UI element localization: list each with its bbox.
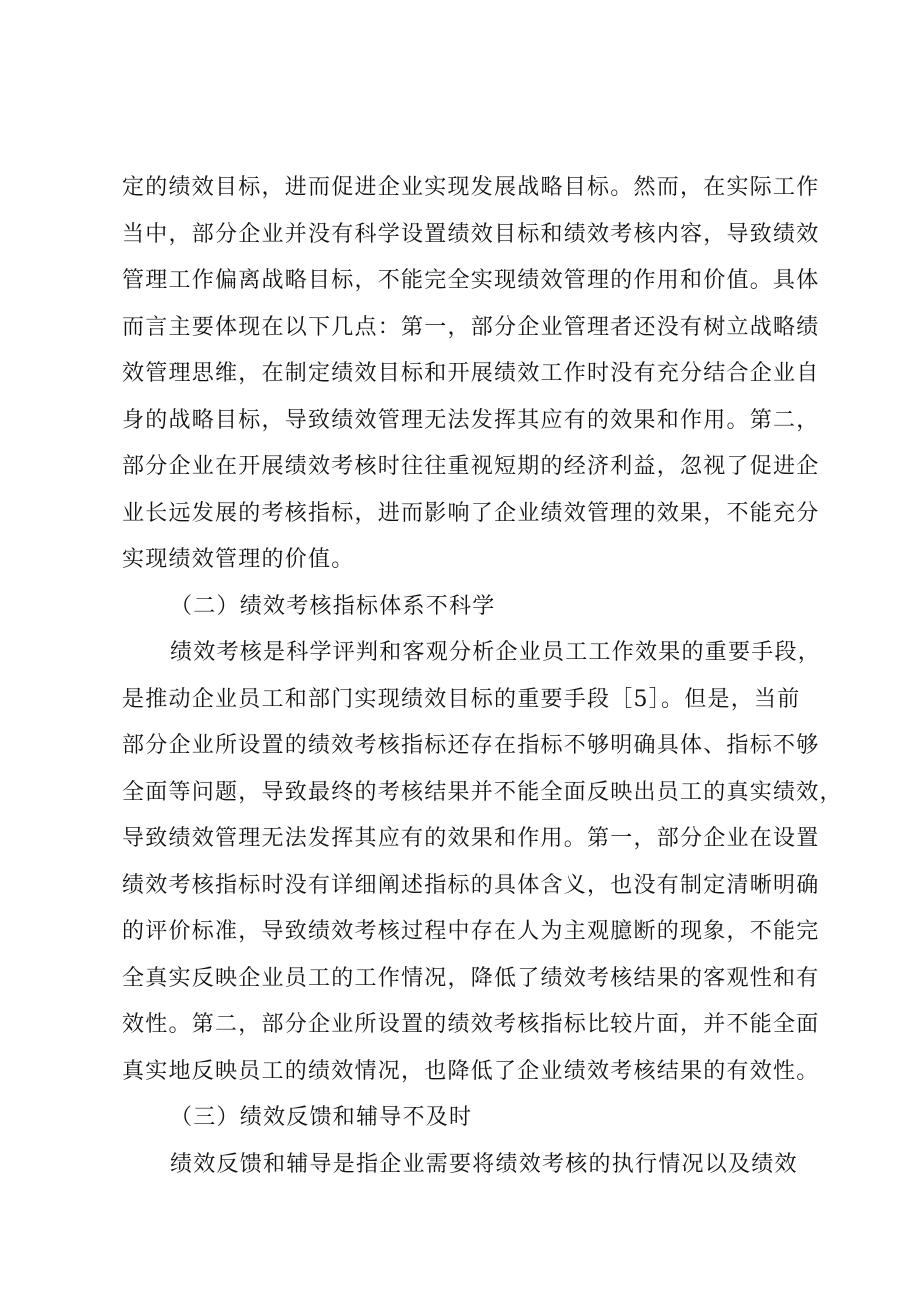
section-heading-3: （三）绩效反馈和辅导不及时 xyxy=(170,1105,473,1130)
text-line: 全真实反映企业员工的工作情况，降低了绩效考核结果的客观性和有 xyxy=(122,965,820,991)
text-line: 部分企业所设置的绩效考核指标还存在指标不够明确具体、指标不够 xyxy=(122,733,820,758)
paragraph-indicator-system xyxy=(122,630,843,1095)
text-line: 真实地反映员工的绩效情况，也降低了企业绩效考核结果的有效性。 xyxy=(122,1058,820,1084)
text-line: 全面等问题，导致最终的考核结果并不能全面反映出员工的真实绩效， xyxy=(122,779,843,805)
text-line: 的评价标准，导致绩效考核过程中存在人为主观臆断的现象，不能完 xyxy=(122,919,820,944)
paragraph-strategy-goals xyxy=(122,165,820,584)
text-line: 当中，部分企业并没有科学设置绩效目标和绩效考核内容，导致绩效 xyxy=(122,221,820,247)
text-line: 部分企业在开展绩效考核时往往重视短期的经济利益，忽视了促进企 xyxy=(122,454,820,479)
text-line: 绩效反馈和辅导是指企业需要将绩效考核的执行情况以及绩效 xyxy=(170,1151,798,1177)
text-line: 绩效考核是科学评判和客观分析企业员工工作效果的重要手段， xyxy=(170,640,822,665)
text-line: 管理工作偏离战略目标，不能完全实现绩效管理的作用和价值。具体 xyxy=(122,268,820,293)
text-line: 定的绩效目标，进而促进企业实现发展战略目标。然而，在实际工作 xyxy=(122,175,820,200)
text-line: 身的战略目标，导致绩效管理无法发挥其应有的效果和作用。第二， xyxy=(122,407,820,433)
text-line: 业长远发展的考核指标，进而影响了企业绩效管理的效果，不能充分 xyxy=(122,500,820,526)
text-line: 导致绩效管理无法发挥其应有的效果和作用。第一，部分企业在设置 xyxy=(122,826,820,851)
text-line: 效性。第二，部分企业所设置的绩效考核指标比较片面，并不能全面 xyxy=(122,1012,820,1037)
paragraph-feedback xyxy=(122,1142,812,1189)
document-page xyxy=(122,165,843,1188)
text-line: 效管理思维，在制定绩效目标和开展绩效工作时没有充分结合企业自 xyxy=(122,361,820,386)
text-line: 是推动企业员工和部门实现绩效目标的重要手段［5］。但是，当前 xyxy=(122,686,801,712)
text-line: 而言主要体现在以下几点：第一，部分企业管理者还没有树立战略绩 xyxy=(122,314,820,340)
section-heading-2: （二）绩效考核指标体系不科学 xyxy=(170,593,496,619)
text-line: 绩效考核指标时没有详细阐述指标的具体含义，也没有制定清晰明确 xyxy=(122,872,820,898)
text-line: 实现绩效管理的价值。 xyxy=(122,547,355,572)
